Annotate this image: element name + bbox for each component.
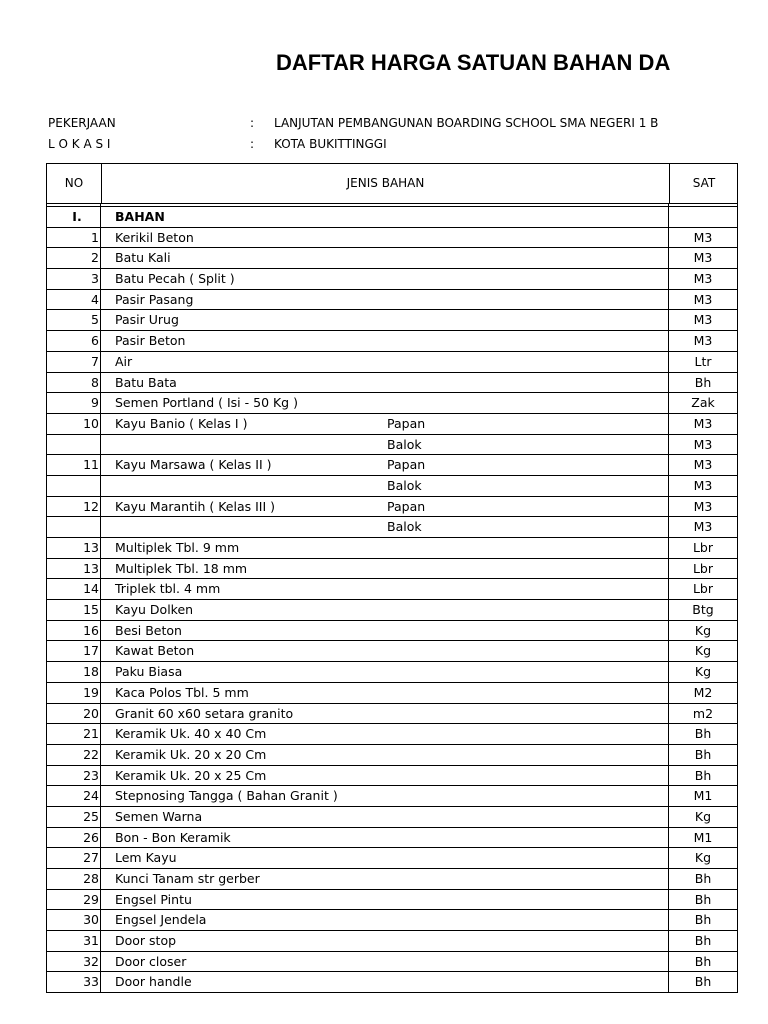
page-title: DAFTAR HARGA SATUAN BAHAN DA: [276, 50, 671, 75]
materials-table: [46, 163, 738, 993]
row-unit: Btg: [692, 602, 714, 618]
row-material-type: Papan: [387, 457, 426, 473]
table-row: [46, 476, 738, 497]
row-material-name: Door stop: [115, 933, 177, 949]
row-material-name: Kerikil Beton: [115, 229, 194, 245]
row-number: 31: [83, 933, 99, 949]
table-row: [46, 559, 738, 580]
row-material-name: Batu Bata: [115, 374, 177, 390]
row-number: [47, 517, 99, 537]
section-number: I.: [72, 209, 82, 224]
row-unit: M1: [693, 829, 713, 845]
row-material-name: Kawat Beton: [115, 643, 195, 659]
row-material-name: Air: [115, 353, 133, 369]
row-unit: M3: [693, 519, 713, 535]
row-material-name: Batu Pecah ( Split ): [115, 271, 235, 287]
row-number: 15: [83, 602, 99, 618]
row-number: 20: [83, 705, 99, 721]
row-number: 33: [83, 974, 99, 990]
table-row: [46, 869, 738, 890]
row-unit: Bh: [694, 912, 712, 928]
table-row: [46, 621, 738, 642]
table-row: [46, 828, 738, 849]
row-number: 30: [83, 912, 99, 928]
row-unit: M3: [693, 436, 713, 452]
row-unit: M3: [693, 477, 713, 493]
table-row: [46, 786, 738, 807]
row-material-name: Multiplek Tbl. 9 mm: [115, 540, 240, 555]
table-row: [46, 331, 738, 352]
row-number: [47, 476, 99, 496]
row-material-name: Triplek tbl. 4 mm: [115, 581, 221, 597]
meta-label: L O K A S I: [48, 137, 111, 151]
table-row: [46, 497, 738, 518]
row-material-name: Multiplek Tbl. 18 mm: [115, 560, 248, 576]
table-row: [46, 455, 738, 476]
table-body: [46, 228, 738, 993]
row-number: 19: [83, 684, 99, 700]
row-unit: M3: [693, 250, 713, 266]
table-row: [46, 248, 738, 269]
row-unit: Ltr: [694, 353, 712, 369]
table-row: [46, 352, 738, 373]
table-row: [46, 807, 738, 828]
row-number: 27: [83, 850, 99, 866]
row-number: 1: [91, 229, 99, 245]
row-number: 29: [83, 891, 99, 907]
row-material-name: Besi Beton: [115, 622, 182, 638]
row-material-name: Paku Biasa: [115, 664, 183, 680]
row-number: 2: [91, 250, 99, 266]
row-unit: M1: [693, 788, 713, 804]
row-unit: M3: [693, 271, 713, 287]
table-row: [46, 931, 738, 952]
row-unit: M3: [693, 229, 713, 245]
meta-value: LANJUTAN PEMBANGUNAN BOARDING SCHOOL SMA NEGERI 1 B: [274, 116, 659, 130]
row-number: 23: [83, 767, 99, 783]
table-row: [46, 641, 738, 662]
row-number: 17: [83, 643, 99, 659]
table-row: [46, 414, 738, 435]
table-row: [46, 766, 738, 787]
row-number: 3: [91, 271, 99, 287]
row-unit: Bh: [694, 891, 712, 907]
row-unit: Bh: [694, 374, 712, 390]
row-number: 9: [91, 395, 99, 411]
row-unit: Kg: [694, 850, 712, 866]
row-material-name: Semen Warna: [115, 808, 203, 824]
table-row: [46, 724, 738, 745]
row-number: 7: [91, 353, 99, 369]
row-material-name: Door handle: [115, 974, 192, 990]
section-title: BAHAN: [115, 209, 165, 224]
table-row: [46, 538, 738, 559]
row-material-name: Pasir Pasang: [115, 291, 194, 307]
table-header: [46, 163, 738, 203]
row-unit: m2: [692, 705, 714, 721]
row-number: 10: [83, 415, 99, 431]
row-unit: Lbr: [692, 560, 714, 576]
row-material-name: Kayu Marantih ( Kelas III ): [115, 498, 276, 514]
table-row: [46, 393, 738, 414]
header-sat: SAT: [692, 176, 716, 190]
row-material-name: Kunci Tanam str gerber: [115, 871, 260, 886]
row-unit: Zak: [691, 395, 715, 411]
row-number: 18: [83, 664, 99, 680]
table-row: [46, 704, 738, 725]
row-unit: M3: [693, 457, 713, 473]
row-material-name: Stepnosing Tangga ( Bahan Granit ): [115, 788, 338, 804]
table-row: [46, 310, 738, 331]
table-row: [46, 848, 738, 869]
table-row: [46, 683, 738, 704]
row-number: 12: [83, 498, 99, 514]
row-number: [47, 435, 99, 455]
row-number: 8: [91, 374, 99, 390]
section-row: [46, 207, 738, 228]
row-number: 5: [91, 312, 99, 328]
row-number: 32: [83, 953, 99, 969]
meta-value: KOTA BUKITTINGGI: [274, 137, 387, 151]
row-unit: M3: [693, 415, 713, 431]
row-number: 28: [83, 871, 99, 886]
row-material-name: Pasir Urug: [115, 312, 179, 328]
row-unit: Kg: [694, 622, 712, 638]
meta-colon: :: [250, 116, 255, 130]
row-unit: M3: [693, 291, 713, 307]
meta-label: PEKERJAAN: [48, 116, 116, 130]
row-unit: Bh: [694, 953, 712, 969]
row-number: 22: [83, 746, 99, 762]
row-unit: Bh: [694, 871, 712, 886]
meta-colon: :: [250, 137, 255, 151]
row-unit: Kg: [694, 664, 712, 680]
row-unit: Bh: [694, 933, 712, 949]
row-material-name: Pasir Beton: [115, 333, 186, 349]
row-unit: M3: [693, 333, 713, 349]
table-row: [46, 373, 738, 394]
row-number: 26: [83, 829, 99, 845]
row-number: 11: [83, 457, 99, 473]
row-unit: Bh: [694, 974, 712, 990]
table-row: [46, 745, 738, 766]
row-material-name: Keramik Uk. 20 x 25 Cm: [115, 767, 267, 783]
table-row: [46, 228, 738, 249]
row-unit: M3: [693, 498, 713, 514]
row-material-name: Kayu Banio ( Kelas I ): [115, 415, 248, 431]
row-material-type: Balok: [387, 477, 422, 493]
row-material-type: Papan: [387, 415, 426, 431]
row-material-name: Engsel Pintu: [115, 891, 192, 907]
row-unit: M2: [693, 684, 713, 700]
table-row: [46, 517, 738, 538]
row-unit: Bh: [694, 726, 712, 742]
row-material-name: Granit 60 x60 setara granito: [115, 705, 294, 721]
table-row: [46, 290, 738, 311]
row-material-name: Keramik Uk. 20 x 20 Cm: [115, 746, 267, 762]
row-unit: Bh: [694, 746, 712, 762]
table-row: [46, 435, 738, 456]
row-material-name: Kayu Dolken: [115, 602, 194, 618]
row-number: 6: [91, 333, 99, 349]
row-material-type: Balok: [387, 436, 422, 452]
row-unit: Kg: [694, 808, 712, 824]
row-material-name: Keramik Uk. 40 x 40 Cm: [115, 726, 267, 742]
row-unit: M3: [693, 312, 713, 328]
row-material-name: Bon - Bon Keramik: [115, 829, 231, 845]
row-material-name: Engsel Jendela: [115, 912, 207, 928]
row-number: 21: [83, 726, 99, 742]
table-row: [46, 579, 738, 600]
table-row: [46, 952, 738, 973]
header-jenis-bahan: JENIS BAHAN: [346, 176, 425, 190]
row-number: 14: [83, 581, 99, 597]
table-row: [46, 972, 738, 993]
table-row: [46, 910, 738, 931]
row-material-type: Papan: [387, 498, 426, 514]
row-unit: Lbr: [692, 540, 714, 555]
row-number: 13: [83, 540, 99, 555]
table-row: [46, 269, 738, 290]
row-material-name: Kaca Polos Tbl. 5 mm: [115, 684, 249, 700]
table-row: [46, 600, 738, 621]
row-material-name: Semen Portland ( Isi - 50 Kg ): [115, 395, 298, 411]
row-material-name: Batu Kali: [115, 250, 171, 266]
row-material-name: Door closer: [115, 953, 187, 969]
row-number: 16: [83, 622, 99, 638]
table-row: [46, 890, 738, 911]
row-material-name: Kayu Marsawa ( Kelas II ): [115, 457, 272, 473]
row-material-type: Balok: [387, 519, 422, 535]
row-number: 24: [83, 788, 99, 804]
row-material-name: Lem Kayu: [115, 850, 177, 866]
row-unit: Lbr: [692, 581, 714, 597]
row-number: 25: [83, 808, 99, 824]
row-number: 4: [91, 291, 99, 307]
row-unit: Kg: [694, 643, 712, 659]
table-row: [46, 662, 738, 683]
row-unit: Bh: [694, 767, 712, 783]
row-number: 13: [83, 560, 99, 576]
header-no: NO: [64, 176, 84, 190]
